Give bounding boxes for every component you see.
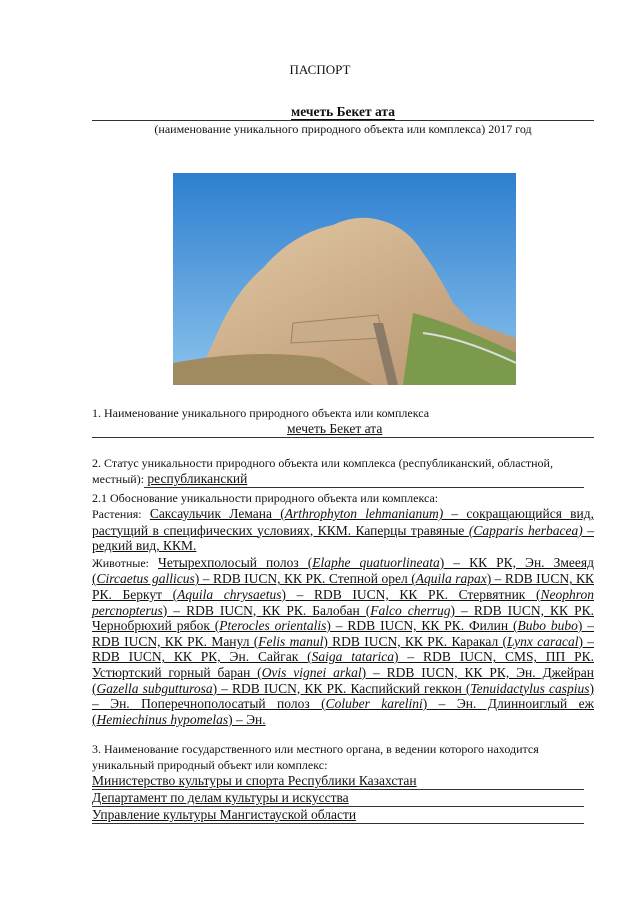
species-latin-name: (Capparis herbacea) – bbox=[468, 522, 594, 538]
object-name: мечеть Бекет ата bbox=[291, 104, 395, 119]
section-3-label: 3. Наименование государственного или местного органа, в ведении которого находится уникальный природный объект или комплекс: bbox=[92, 742, 539, 772]
text-segment: Четырехполосый полоз ( bbox=[158, 554, 313, 570]
org-2-text: Департамент по делам культуры и искусства bbox=[92, 790, 349, 805]
text-segment: ) – RDB IUCN, КК РК. Филин ( bbox=[326, 618, 518, 634]
text-segment: ) – RDB IUCN, КК РК. Стервятник ( bbox=[281, 586, 541, 602]
text-segment: ) – RDB IUCN, КК РК. Степной орел ( bbox=[194, 571, 416, 587]
species-latin-name: Circaetus gallicus bbox=[96, 571, 195, 587]
plants-text bbox=[92, 506, 594, 553]
text-segment: ) – Эн. bbox=[228, 711, 266, 727]
section-2-label bbox=[92, 455, 594, 488]
section-1-value: мечеть Бекет ата bbox=[287, 421, 383, 436]
animals-label: Животные: bbox=[92, 555, 149, 570]
section-1-field bbox=[92, 421, 594, 438]
species-latin-name: Pterocles orientalis bbox=[219, 618, 327, 634]
mosque-photo bbox=[173, 173, 516, 385]
section-21-label: 2.1 Обоснование уникальности природного объекта или комплекса: bbox=[92, 491, 439, 505]
org-1 bbox=[92, 773, 584, 790]
org-3-text: Управление культуры Мангистауской области bbox=[92, 807, 357, 822]
object-name-header bbox=[92, 104, 594, 121]
section-2-value: республиканский bbox=[147, 471, 248, 486]
section-2 bbox=[92, 455, 594, 727]
species-latin-name: Aquila chrysaetus bbox=[177, 586, 282, 602]
section-2-label-text: 2. Статус уникальности природного объекта или комплекса (республиканский, областной, местный): bbox=[92, 456, 553, 486]
text-segment: ) – RDB IUCN, КК РК, Эн. Сайгак ( bbox=[92, 633, 595, 665]
object-subtitle: (наименование уникального природного объекта или комплекса) 2017 год bbox=[154, 122, 532, 136]
org-3 bbox=[92, 807, 584, 824]
section-1-label: 1. Наименование уникального природного объекта или комплекса bbox=[92, 406, 430, 420]
text-segment: редкий вид, ККМ. bbox=[92, 538, 197, 554]
species-latin-name: Falco cherrug bbox=[370, 602, 451, 618]
species-latin-name: Felis manul bbox=[258, 633, 324, 649]
text-segment: ) – RDB IUCN, КК РК. Каспийский геккон ( bbox=[212, 680, 471, 696]
species-latin-name: Bubo bubo bbox=[517, 618, 578, 634]
plants-label: Растения: bbox=[92, 507, 142, 521]
section-3 bbox=[92, 741, 594, 824]
species-latin-name: Saiga tatarica bbox=[311, 649, 395, 665]
species-latin-name: Gazella subgutturosa bbox=[96, 680, 213, 696]
text-segment: ) – RDB IUCN, КК РК. Манул ( bbox=[92, 618, 594, 649]
text-segment: ) – RDB IUCN, КК РК, Эн. Джейран ( bbox=[92, 664, 595, 696]
species-latin-name: Hemiechinus hypomelas bbox=[96, 711, 229, 727]
species-latin-name: Elaphe quatuorlineata bbox=[312, 554, 440, 570]
species-latin-name: Arthrophyton lehmanianum) – bbox=[284, 506, 459, 521]
text-segment: ) RDB IUCN, КК РК. Каракал ( bbox=[323, 633, 508, 649]
species-latin-name: Coluber karelini bbox=[325, 696, 423, 712]
text-segment: ) – Эн. Длинноиглый еж ( bbox=[92, 696, 594, 727]
text-segment: ) – КК РК, Эн. Змееяд ( bbox=[92, 554, 594, 587]
species-latin-name: Tenuidactylus caspius bbox=[470, 680, 590, 696]
document-title: ПАСПОРТ bbox=[289, 62, 351, 77]
text-segment: ) – Эн. Поперечнополосатый полоз ( bbox=[92, 680, 594, 712]
text-segment: сокращающийся вид, растущий в специфических условиях, ККМ. Каперцы травяные bbox=[92, 506, 594, 538]
animals-paragraph bbox=[92, 555, 594, 728]
text-segment: Саксаульчик Лемана ( bbox=[149, 506, 285, 521]
text-segment: ) – RDB IUCN, КК РК. Чернобрюхий рябок ( bbox=[92, 602, 594, 634]
text-segment: ) – RDB IUCN, CMS, ПП РК. Устюртский горный баран ( bbox=[92, 649, 595, 680]
text-segment: ) – RDB IUCN, КК РК. Беркут ( bbox=[92, 571, 595, 602]
section-1 bbox=[92, 405, 594, 438]
species-latin-name: Aquila rapax bbox=[415, 571, 487, 587]
species-latin-name: Neophron percnopterus bbox=[92, 586, 594, 618]
animals-text bbox=[92, 555, 594, 727]
species-latin-name: Ovis vignei arkal bbox=[261, 664, 362, 680]
plants-paragraph bbox=[92, 506, 594, 554]
species-latin-name: Lynx caracal bbox=[507, 633, 579, 649]
org-2 bbox=[92, 790, 584, 807]
org-1-text: Министерство культуры и спорта Республики Казахстан bbox=[92, 773, 417, 788]
text-segment: ) – RDB IUCN, КК РК. Балобан ( bbox=[162, 602, 371, 618]
